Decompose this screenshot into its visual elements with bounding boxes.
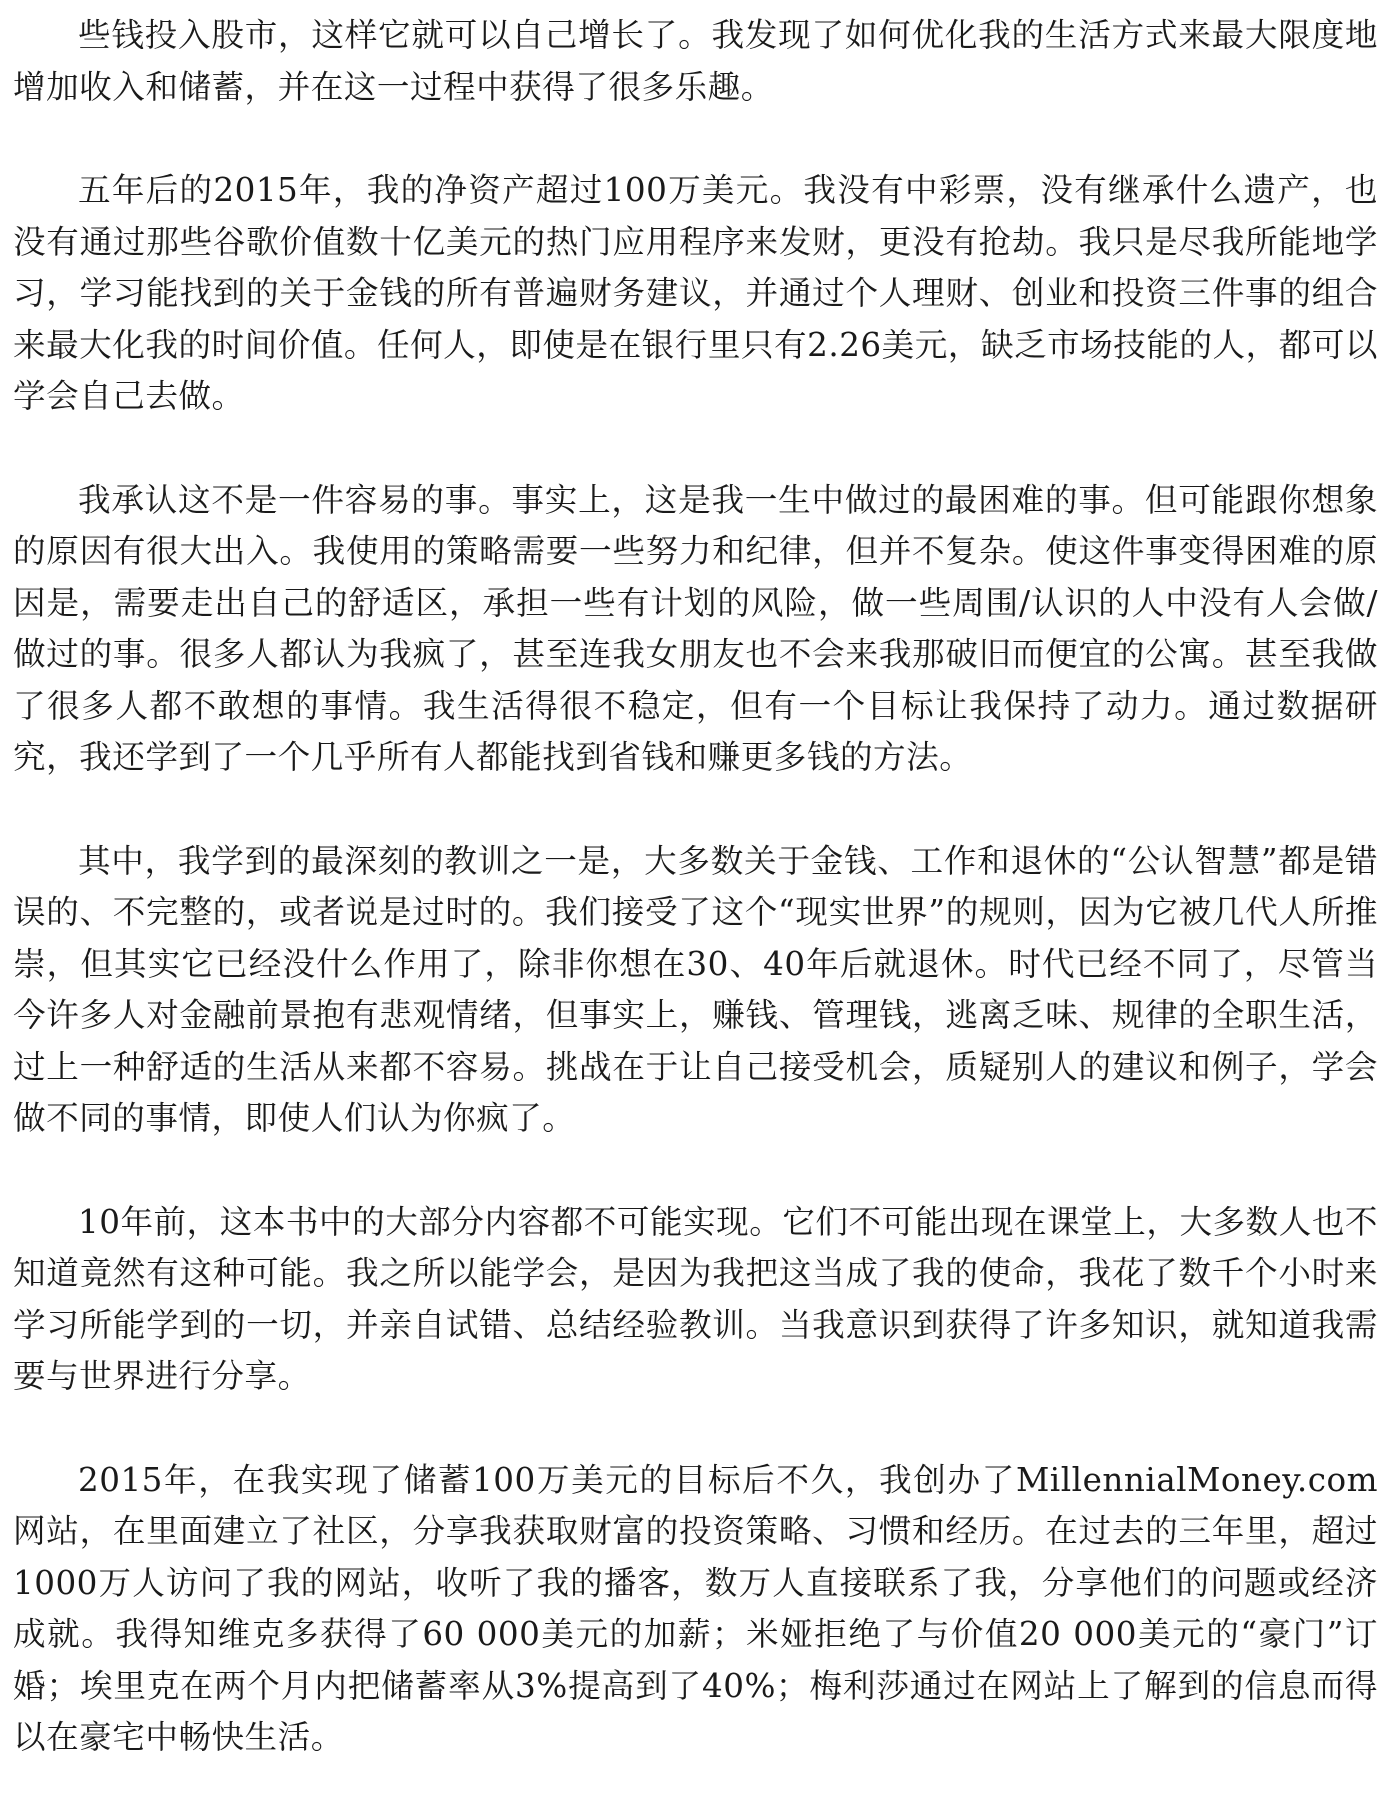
paragraph-3: 我承认这不是一件容易的事。事实上，这是我一生中做过的最困难的事。但可能跟你想象的原因有很大出入。我使用的策略需要一些努力和纪律，但并不复杂。使这件事变得困难的原因是，需要走出自己的舒适区，承担一些有计划的风险，做一些周围/认识的人中没有人会做/做过的事。很多人都认为我疯了，甚至连我女朋友也不会来我那破旧而便宜的公寓。甚至我做了很多人都不敢想的事情。我生活得很不稳定，但有一个目标让我保持了动力。通过数据研究，我还学到了一个几乎所有人都能找到省钱和赚更多钱的方法。 bbox=[13, 480, 1378, 776]
paragraph-2: 五年后的2015年，我的净资产超过100万美元。我没有中彩票，没有继承什么遗产，也没有通过那些谷歌价值数十亿美元的热门应用程序来发财，更没有抢劫。我只是尽我所能地学习，学习能找到的关于金钱的所有普遍财务建议，并通过个人理财、创业和投资三件事的组合来最大化我的时间价值。任何人，即使是在银行里只有2.26美元，缺乏市场技能的人，都可以学会自己去做。 bbox=[13, 171, 1378, 415]
document-page bbox=[13, 10, 1378, 1764]
paragraph-1: 些钱投入股市，这样它就可以自己增长了。我发现了如何优化我的生活方式来最大限度地增加收入和储蓄，并在这一过程中获得了很多乐趣。 bbox=[13, 16, 1378, 106]
paragraph-5: 10年前，这本书中的大部分内容都不可能实现。它们不可能出现在课堂上，大多数人也不知道竟然有这种可能。我之所以能学会，是因为我把这当成了我的使命，我花了数千个小时来学习所能学到的一切，并亲自试错、总结经验教训。当我意识到获得了许多知识，就知道我需要与世界进行分享。 bbox=[13, 1202, 1378, 1395]
paragraph-6: 2015年，在我实现了储蓄100万美元的目标后不久，我创办了MillennialMoney.com网站，在里面建立了社区，分享我获取财富的投资策略、习惯和经历。在过去的三年里，超过1000万人访问了我的网站，收听了我的播客，数万人直接联系了我，分享他们的问题或经济成就。我得知维克多获得了60 000美元的加薪；米娅拒绝了与价值20 000美元的“豪门”订婚；埃里克在两个月内把储蓄率从3%提高到了40%；梅利莎通过在网站上了解到的信息而得以在豪宅中畅快生活。 bbox=[13, 1460, 1378, 1756]
paragraph-4: 其中，我学到的最深刻的教训之一是，大多数关于金钱、工作和退休的“公认智慧”都是错误的、不完整的，或者说是过时的。我们接受了这个“现实世界”的规则，因为它被几代人所推崇，但其实它已经没什么作用了，除非你想在30、40年后就退休。时代已经不同了，尽管当今许多人对金融前景抱有悲观情绪，但事实上，赚钱、管理钱，逃离乏味、规律的全职生活，过上一种舒适的生活从来都不容易。挑战在于让自己接受机会，质疑别人的建议和例子，学会做不同的事情，即使人们认为你疯了。 bbox=[13, 841, 1378, 1137]
